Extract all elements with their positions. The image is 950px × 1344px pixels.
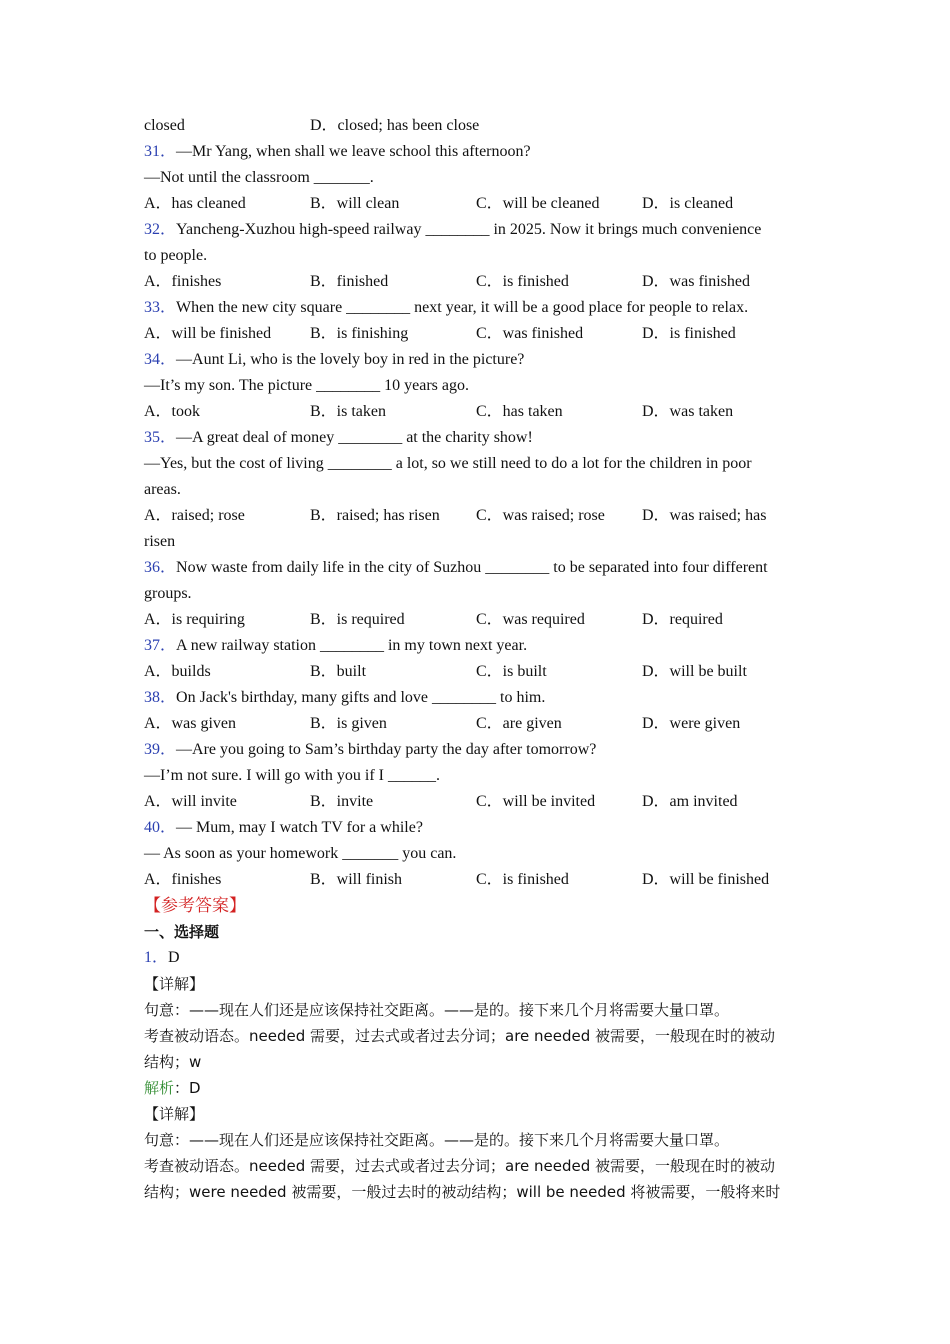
question-text: — As soon as your homework _______ you can. <box>144 845 457 862</box>
section-title: 一、选择题 <box>144 923 220 941</box>
question-stem <box>144 737 809 763</box>
option-c: C．was raised; rose <box>476 507 605 524</box>
question-block <box>144 295 809 347</box>
question-line <box>144 243 809 269</box>
question-number: 38． <box>144 689 177 706</box>
question-block <box>144 425 809 555</box>
analysis-label: 解析 <box>144 1079 175 1097</box>
answer-number: 1． <box>144 949 169 966</box>
detail-label-2: 【详解】 <box>144 1105 205 1123</box>
document-page <box>144 113 809 1205</box>
option-d: D．was raised; has <box>642 507 767 524</box>
option-c: C．has taken <box>476 403 563 420</box>
option-d: D．was finished <box>642 273 750 290</box>
question-text: — Mum, may I watch TV for a while? <box>176 819 423 836</box>
carryover-option-d: D．closed; has been close <box>310 117 480 134</box>
question-number: 40． <box>144 819 177 836</box>
question-block <box>144 815 809 893</box>
answer-options <box>144 191 809 217</box>
question-number: 33． <box>144 299 177 316</box>
question-line <box>144 451 809 477</box>
option-c: C．will be invited <box>476 793 596 810</box>
question-text: Yancheng-Xuzhou high-speed railway ________ in 2025. Now it brings much convenience <box>176 221 762 238</box>
question-line <box>144 165 809 191</box>
answer-options <box>144 789 809 815</box>
option-b: B．built <box>310 663 367 680</box>
carryover-options <box>144 113 809 139</box>
option-a: A．will be finished <box>144 325 272 342</box>
question-text: Now waste from daily life in the city of Suzhou ________ to be separated into four different <box>176 559 768 576</box>
question-number: 31． <box>144 143 177 160</box>
option-b: B．will finish <box>310 871 403 888</box>
question-text: —I’m not sure. I will go with you if I ______. <box>144 767 440 784</box>
answer-value: D <box>168 949 180 966</box>
question-stem <box>144 555 809 581</box>
option-c: C．are given <box>476 715 562 732</box>
option-b: B．will clean <box>310 195 400 212</box>
answer-options <box>144 711 809 737</box>
question-text: —Not until the classroom _______. <box>144 169 374 186</box>
analysis-line <box>144 1075 809 1101</box>
question-block <box>144 555 809 633</box>
option-b: B．is finishing <box>310 325 409 342</box>
question-block <box>144 139 809 217</box>
question-text: —Yes, but the cost of living ________ a lot, so we still need to do a lot for the children in poor <box>144 455 752 472</box>
option-a: A．finishes <box>144 871 222 888</box>
option-a: A．was given <box>144 715 236 732</box>
question-block <box>144 633 809 685</box>
option-c: C．is finished <box>476 273 569 290</box>
question-number: 35． <box>144 429 177 446</box>
question-text: When the new city square ________ next year, it will be a good place for people to relax. <box>176 299 749 316</box>
explanation-line: 句意：——现在人们还是应该保持社交距离。——是的。接下来几个月将需要大量口罩。 <box>144 1131 730 1149</box>
option-b: B．is taken <box>310 403 386 420</box>
option-d: D．will be built <box>642 663 747 680</box>
question-text: areas. <box>144 481 181 498</box>
option-a: A．builds <box>144 663 211 680</box>
question-stem <box>144 139 809 165</box>
question-line <box>144 763 809 789</box>
question-block <box>144 737 809 815</box>
option-b: B．finished <box>310 273 389 290</box>
option-b: B．is required <box>310 611 405 628</box>
question-text: groups. <box>144 585 192 602</box>
question-number: 39． <box>144 741 177 758</box>
question-text: A new railway station ________ in my town next year. <box>176 637 528 654</box>
question-stem <box>144 295 809 321</box>
question-text: —It’s my son. The picture ________ 10 years ago. <box>144 377 469 394</box>
question-line <box>144 841 809 867</box>
answer-options <box>144 399 809 425</box>
option-d: D．were given <box>642 715 741 732</box>
answer-options <box>144 867 809 893</box>
question-block <box>144 685 809 737</box>
question-line <box>144 477 809 503</box>
answer-options <box>144 607 809 633</box>
option-b: B．is given <box>310 715 387 732</box>
option-d: D．is cleaned <box>642 195 734 212</box>
answer-options <box>144 503 809 529</box>
option-d: D．is finished <box>642 325 736 342</box>
option-d: D．will be finished <box>642 871 770 888</box>
question-stem <box>144 633 809 659</box>
answer-options <box>144 321 809 347</box>
option-d: D．am invited <box>642 793 738 810</box>
answer-section <box>144 893 809 1205</box>
question-block <box>144 347 809 425</box>
option-a: A．finishes <box>144 273 222 290</box>
explanation-line: 结构；w <box>144 1053 202 1071</box>
question-text: On Jack's birthday, many gifts and love ________ to him. <box>176 689 546 706</box>
question-text: —A great deal of money ________ at the charity show! <box>176 429 533 446</box>
option-c: C．is built <box>476 663 547 680</box>
question-text: to people. <box>144 247 208 264</box>
explanation-line: 句意：——现在人们还是应该保持社交距离。——是的。接下来几个月将需要大量口罩。 <box>144 1001 730 1019</box>
answer-options <box>144 659 809 685</box>
option-a: A．will invite <box>144 793 237 810</box>
question-stem <box>144 217 809 243</box>
option-c: C．is finished <box>476 871 569 888</box>
question-number: 34． <box>144 351 177 368</box>
question-number: 37． <box>144 637 177 654</box>
answer-options <box>144 269 809 295</box>
option-c: C．was required <box>476 611 585 628</box>
analysis-value: ：D <box>174 1079 201 1097</box>
option-a: A．raised; rose <box>144 507 245 524</box>
question-text: —Mr Yang, when shall we leave school this afternoon? <box>176 143 531 160</box>
explanation-paragraph-1 <box>144 997 809 1075</box>
question-number: 32． <box>144 221 177 238</box>
option-d: D．required <box>642 611 723 628</box>
carryover-text: closed <box>144 117 185 134</box>
question-text: —Aunt Li, who is the lovely boy in red in the picture? <box>176 351 525 368</box>
question-line <box>144 373 809 399</box>
explanation-line: 考查被动语态。needed 需要，过去式或者过去分词；are needed 被需要，一般现在时的被动 <box>144 1157 776 1175</box>
option-a: A．is requiring <box>144 611 245 628</box>
question-stem <box>144 815 809 841</box>
option-b: B．invite <box>310 793 374 810</box>
question-stem <box>144 347 809 373</box>
question-text: —Are you going to Sam’s birthday party the day after tomorrow? <box>176 741 597 758</box>
option-a: A．has cleaned <box>144 195 246 212</box>
explanation-paragraph-2 <box>144 1127 809 1205</box>
explanation-line: 考查被动语态。needed 需要，过去式或者过去分词；are needed 被需要，一般现在时的被动 <box>144 1027 776 1045</box>
option-b: B．raised; has risen <box>310 507 440 524</box>
option-c: C．was finished <box>476 325 584 342</box>
option-wrap-line: risen <box>144 533 176 550</box>
option-d: D．was taken <box>642 403 734 420</box>
question-number: 36． <box>144 559 177 576</box>
detail-label-1: 【详解】 <box>144 975 205 993</box>
answer-1 <box>144 945 809 971</box>
explanation-line: 结构；were needed 被需要，一般过去时的被动结构；will be needed 将被需要，一般将来时 <box>144 1183 781 1201</box>
question-list <box>144 139 809 893</box>
question-stem <box>144 425 809 451</box>
question-line <box>144 581 809 607</box>
question-stem <box>144 685 809 711</box>
option-a: A．took <box>144 403 201 420</box>
question-block <box>144 217 809 295</box>
answer-heading: 【参考答案】 <box>144 896 246 915</box>
option-c: C．will be cleaned <box>476 195 600 212</box>
